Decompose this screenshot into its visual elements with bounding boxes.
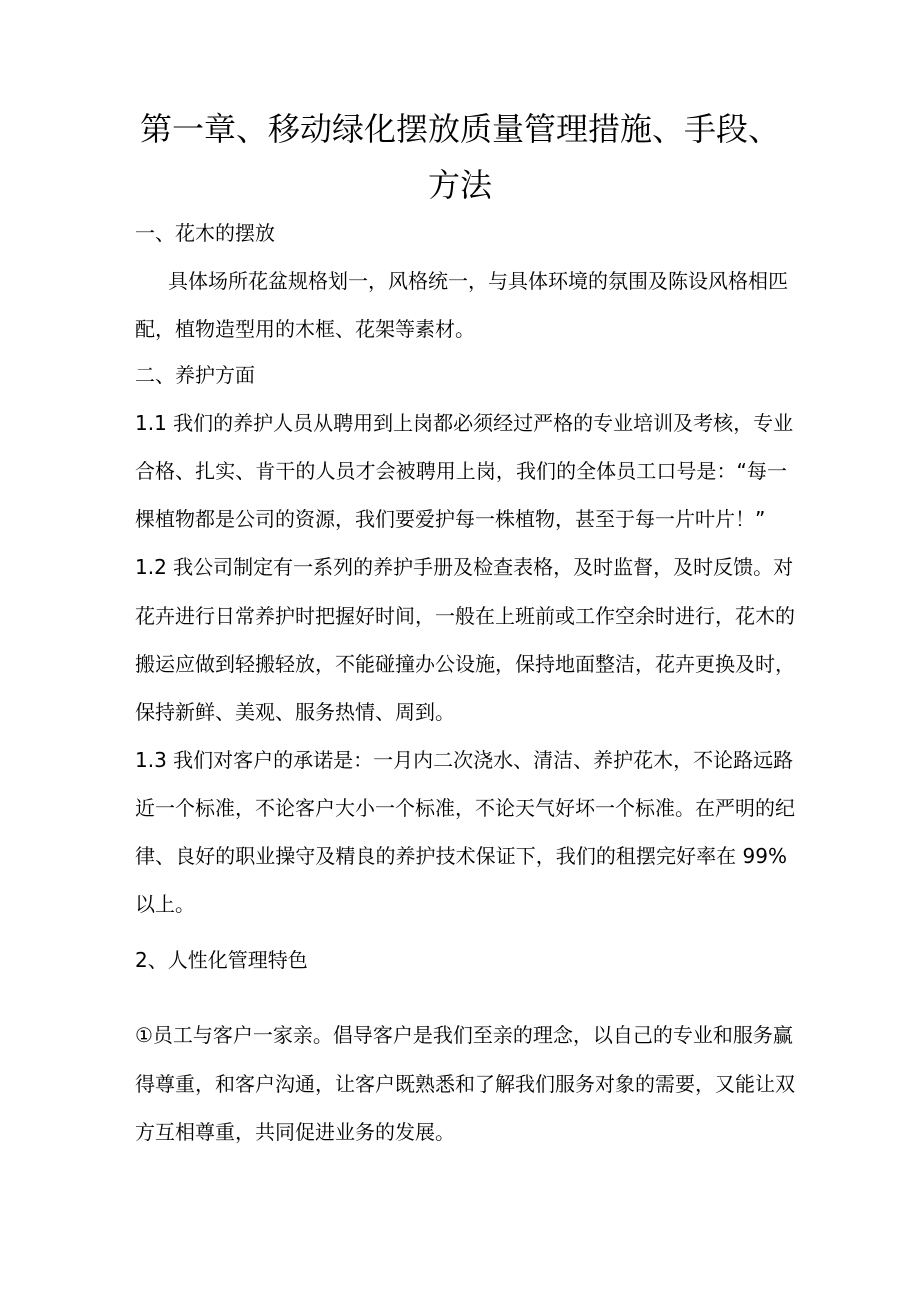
paragraph-line: 搬运应做到轻搬轻放，不能碰撞办公设施，保持地面整洁，花卉更换及时， bbox=[135, 652, 795, 676]
paragraph-line: 具体场所花盆规格划一，风格统一，与具体环境的氛围及陈设风格相匹 bbox=[168, 269, 788, 293]
paragraph-line: 1.2 我公司制定有一系列的养护手册及检查表格，及时监督，及时反馈。对 bbox=[135, 555, 794, 579]
paragraph-line: 棵植物都是公司的资源，我们要爱护每一株植物，甚至于每一片叶片！” bbox=[135, 507, 766, 531]
paragraph-line: 1.3 我们对客户的承诺是：一月内二次浇水、清洁、养护花木，不论路远路 bbox=[135, 748, 794, 772]
section-heading-flower-placement: 一、花木的摆放 bbox=[135, 221, 275, 245]
document-title-line-1: 第一章、移动绿化摆放质量管理措施、手段、 bbox=[139, 110, 780, 148]
paragraph-line: 保持新鲜、美观、服务热情、周到。 bbox=[135, 700, 455, 724]
paragraph-line: 近一个标准，不论客户大小一个标准，不论天气好坏一个标准。在严明的纪 bbox=[135, 796, 795, 820]
section-heading-humanized-management: 2、人性化管理特色 bbox=[135, 948, 308, 972]
paragraph-line: 合格、扎实、肯干的人员才会被聘用上岗，我们的全体员工口号是：“每一 bbox=[135, 459, 787, 483]
section-heading-maintenance: 二、养护方面 bbox=[135, 363, 255, 387]
paragraph-line: 方互相尊重，共同促进业务的发展。 bbox=[135, 1120, 455, 1144]
paragraph-line: ①员工与客户一家亲。倡导客户是我们至亲的理念，以自己的专业和服务赢 bbox=[135, 1023, 793, 1047]
paragraph-line: 配，植物造型用的木框、花架等素材。 bbox=[135, 317, 475, 341]
paragraph-line: 花卉进行日常养护时把握好时间，一般在上班前或工作空余时进行，花木的 bbox=[135, 604, 795, 628]
paragraph-line: 律、良好的职业操守及精良的养护技术保证下，我们的租摆完好率在 99% bbox=[135, 844, 787, 868]
paragraph-line: 以上。 bbox=[135, 892, 195, 916]
paragraph-line: 1.1 我们的养护人员从聘用到上岗都必须经过严格的专业培训及考核，专业 bbox=[135, 411, 794, 435]
paragraph-line: 得尊重，和客户沟通，让客户既熟悉和了解我们服务对象的需要，又能让双 bbox=[135, 1072, 795, 1096]
document-title-line-2: 方法 bbox=[427, 166, 492, 204]
